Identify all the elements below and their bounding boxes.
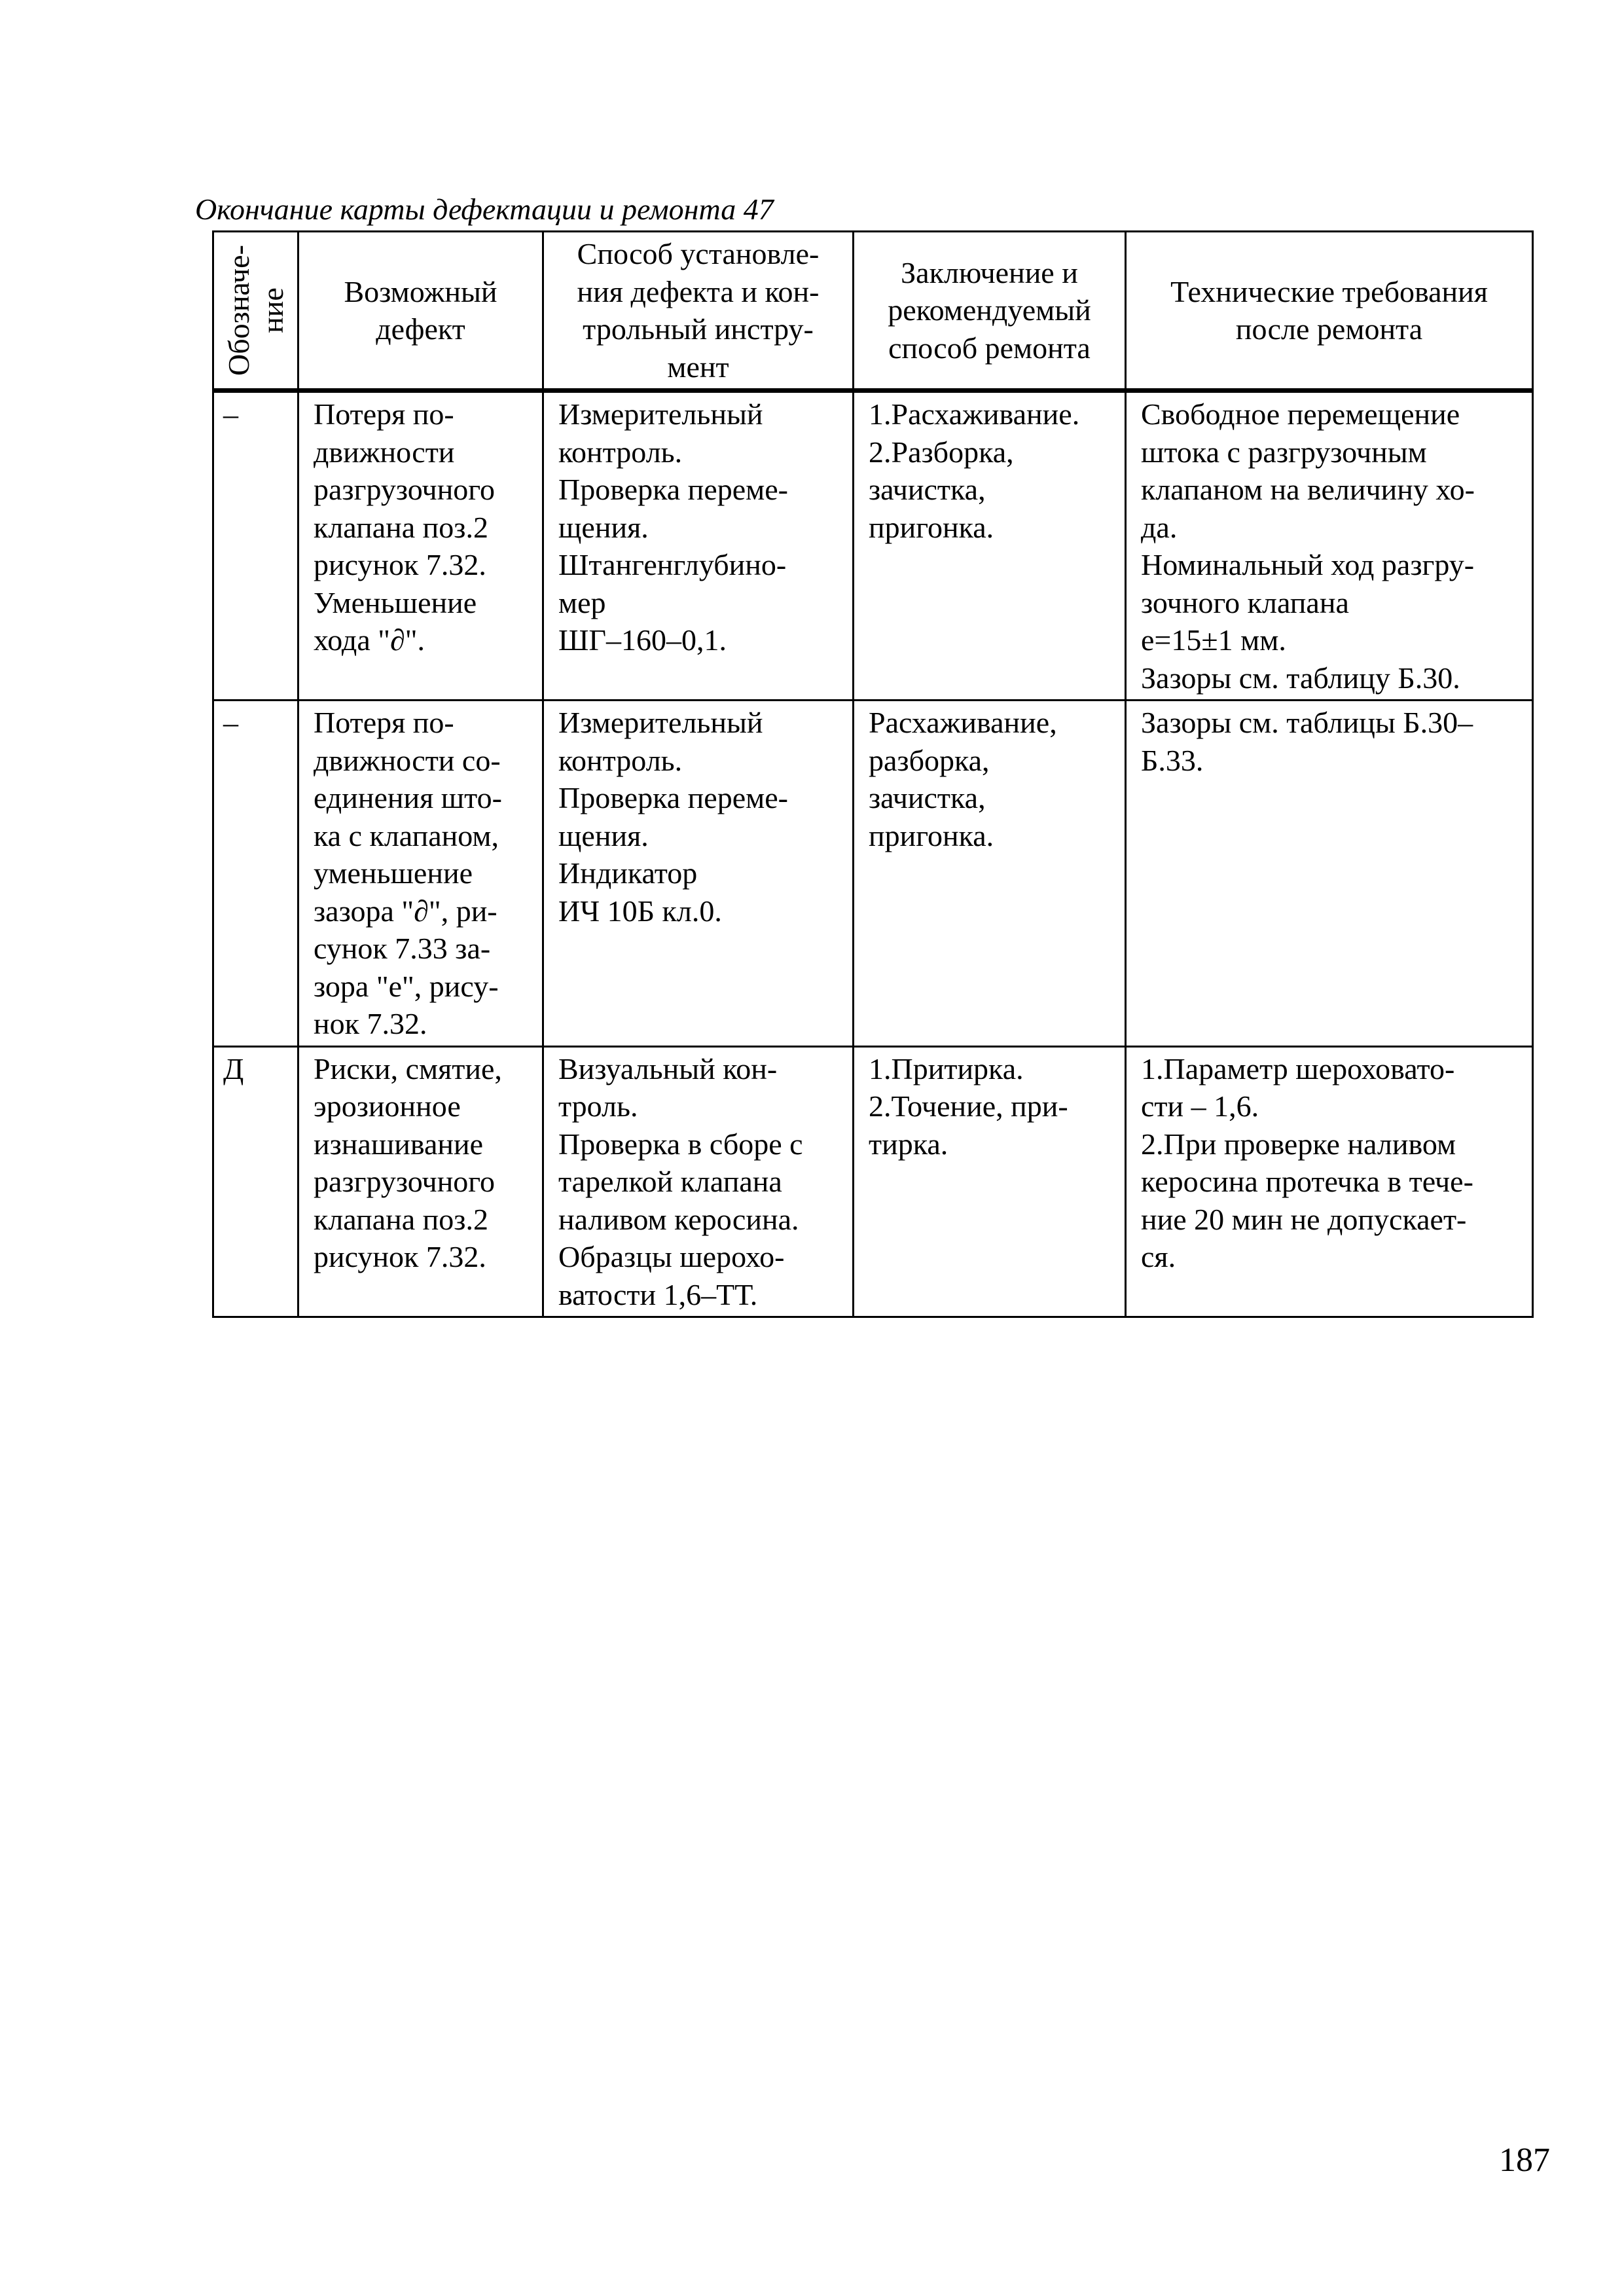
cell-defect: Потеря по- движности со- единения што- ка с клапаном, уменьшение зазора "∂", ри- сунок 7.33 за- зора "е", рису- нок 7.32. <box>298 701 543 1047</box>
header-conclusion: Заключение и рекомендуемый способ ремонта <box>854 232 1126 391</box>
table-header-row <box>213 232 1533 391</box>
table-row <box>213 701 1533 1047</box>
header-detection-method: Способ установле- ния дефекта и кон- трольный инстру- мент <box>543 232 854 391</box>
table-row <box>213 1046 1533 1317</box>
cell-method: Визуальный кон- троль. Проверка в сборе с тарелкой клапана наливом керосина. Образцы шерохо- ватости 1,6–ТТ. <box>543 1046 854 1317</box>
cell-requirements: Зазоры см. таблицы Б.30– Б.33. <box>1126 701 1533 1047</box>
page-number: 187 <box>1499 2141 1550 2179</box>
header-designation <box>213 232 298 391</box>
header-designation-label: Обозначе- ние <box>221 245 289 376</box>
table-row <box>213 391 1533 701</box>
cell-method: Измерительный контроль. Проверка переме- щения. Штангенглубино- мер ШГ–160–0,1. <box>543 391 854 701</box>
header-requirements: Технические требования после ремонта <box>1126 232 1533 391</box>
table-caption: Окончание карты дефектации и ремонта 47 <box>195 192 774 226</box>
cell-designation: Д <box>213 1046 298 1317</box>
header-possible-defect: Возможный дефект <box>298 232 543 391</box>
cell-conclusion: 1.Расхаживание. 2.Разборка, зачистка, пригонка. <box>854 391 1126 701</box>
cell-requirements: 1.Параметр шероховато- сти – 1,6. 2.При проверке наливом керосина протечка в тече- ние 20 мин не допускает- ся. <box>1126 1046 1533 1317</box>
cell-conclusion: 1.Притирка. 2.Точение, при- тирка. <box>854 1046 1126 1317</box>
cell-defect: Риски, смятие, эрозионное изнашивание разгрузочного клапана поз.2 рисунок 7.32. <box>298 1046 543 1317</box>
cell-method: Измерительный контроль. Проверка переме- щения. Индикатор ИЧ 10Б кл.0. <box>543 701 854 1047</box>
cell-defect: Потеря по- движности разгрузочного клапана поз.2 рисунок 7.32. Уменьшение хода "∂". <box>298 391 543 701</box>
cell-conclusion: Расхаживание, разборка, зачистка, пригонка. <box>854 701 1126 1047</box>
defect-repair-table <box>212 230 1534 1318</box>
cell-requirements: Свободное перемещение штока с разгрузочным клапаном на величину хо- да. Номинальный ход разгру- зочного клапана е=15±1 мм. Зазоры см. таблицу Б.30. <box>1126 391 1533 701</box>
cell-designation: – <box>213 701 298 1047</box>
cell-designation: – <box>213 391 298 701</box>
